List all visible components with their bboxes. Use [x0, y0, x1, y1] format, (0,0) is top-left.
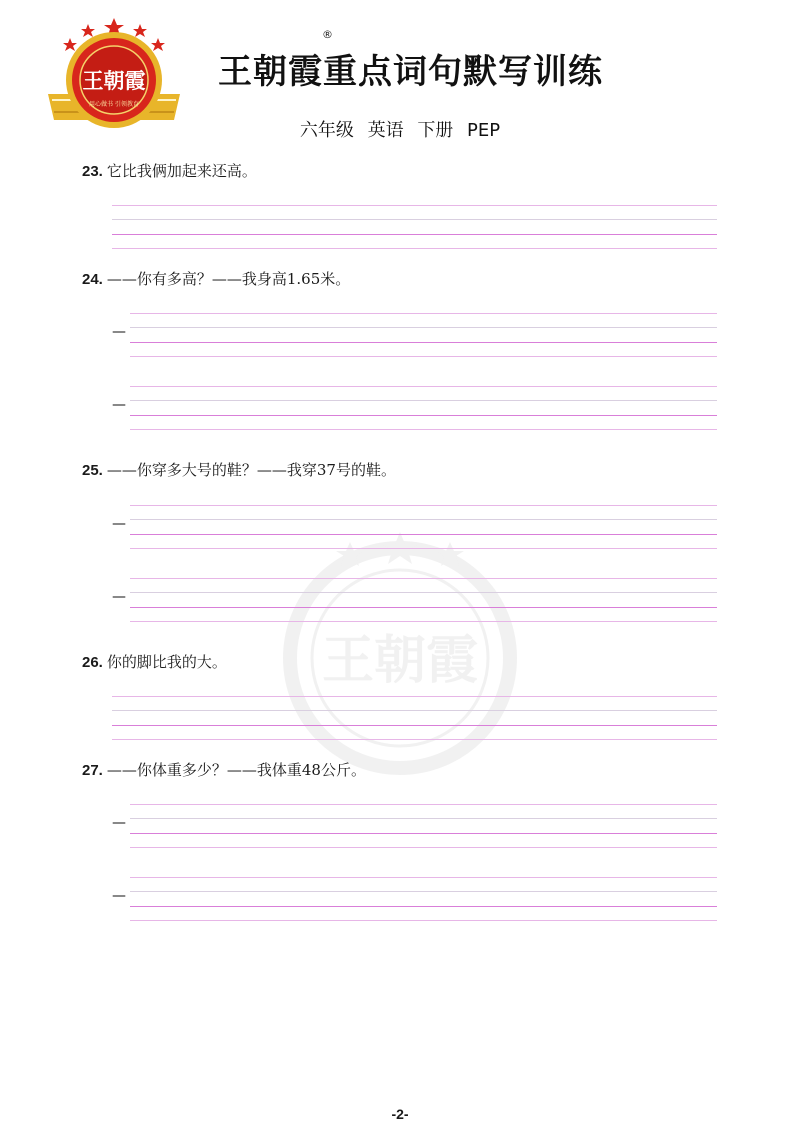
question-text: ——你有多高？——我身高1.65米。 — [106, 270, 351, 288]
question-number: 24. — [82, 271, 103, 288]
book-subtitle — [0, 116, 800, 142]
volume-label: 下册 — [417, 120, 454, 141]
dialogue-dash: — — [112, 324, 126, 340]
dialogue-dash: — — [112, 516, 126, 532]
brand-title: 王朝霞重点词句默写训练 — [218, 52, 603, 92]
question-text: ——你体重多少？——我体重48公斤。 — [106, 761, 366, 779]
question-25 — [82, 459, 396, 480]
answer-lines[interactable] — [112, 205, 717, 251]
question-number: 26. — [82, 654, 103, 671]
answer-lines[interactable] — [130, 505, 717, 551]
answer-lines[interactable] — [130, 313, 717, 359]
dialogue-dash: — — [112, 815, 126, 831]
grade-label: 六年级 — [299, 120, 354, 141]
answer-lines[interactable] — [130, 804, 717, 850]
question-27 — [82, 759, 366, 780]
question-number: 25. — [82, 462, 103, 479]
subject-label: 英语 — [367, 120, 404, 141]
answer-lines[interactable] — [112, 696, 717, 742]
question-text: 它比我俩加起来还高。 — [106, 162, 257, 180]
answer-lines[interactable] — [130, 386, 717, 432]
logo-text: 王朝霞 — [82, 68, 146, 93]
question-number: 27. — [82, 762, 103, 779]
question-24 — [82, 268, 350, 289]
registered-mark: ® — [322, 28, 333, 41]
dialogue-dash: — — [112, 589, 126, 605]
edition-label: PEP — [467, 120, 501, 141]
question-number: 23. — [82, 163, 103, 180]
page-number: -2- — [391, 1106, 409, 1122]
answer-lines[interactable] — [130, 877, 717, 923]
answer-lines[interactable] — [130, 578, 717, 624]
logo-slogan: 用心做书 引领教育 — [89, 101, 139, 108]
dialogue-dash: — — [112, 888, 126, 904]
question-26 — [82, 651, 227, 672]
dialogue-dash: — — [112, 397, 126, 413]
question-text: 你的脚比我的大。 — [106, 653, 227, 671]
question-23 — [82, 160, 257, 181]
watermark-text: 王朝霞 — [321, 630, 479, 691]
question-text: ——你穿多大号的鞋？——我穿37号的鞋。 — [106, 461, 396, 479]
